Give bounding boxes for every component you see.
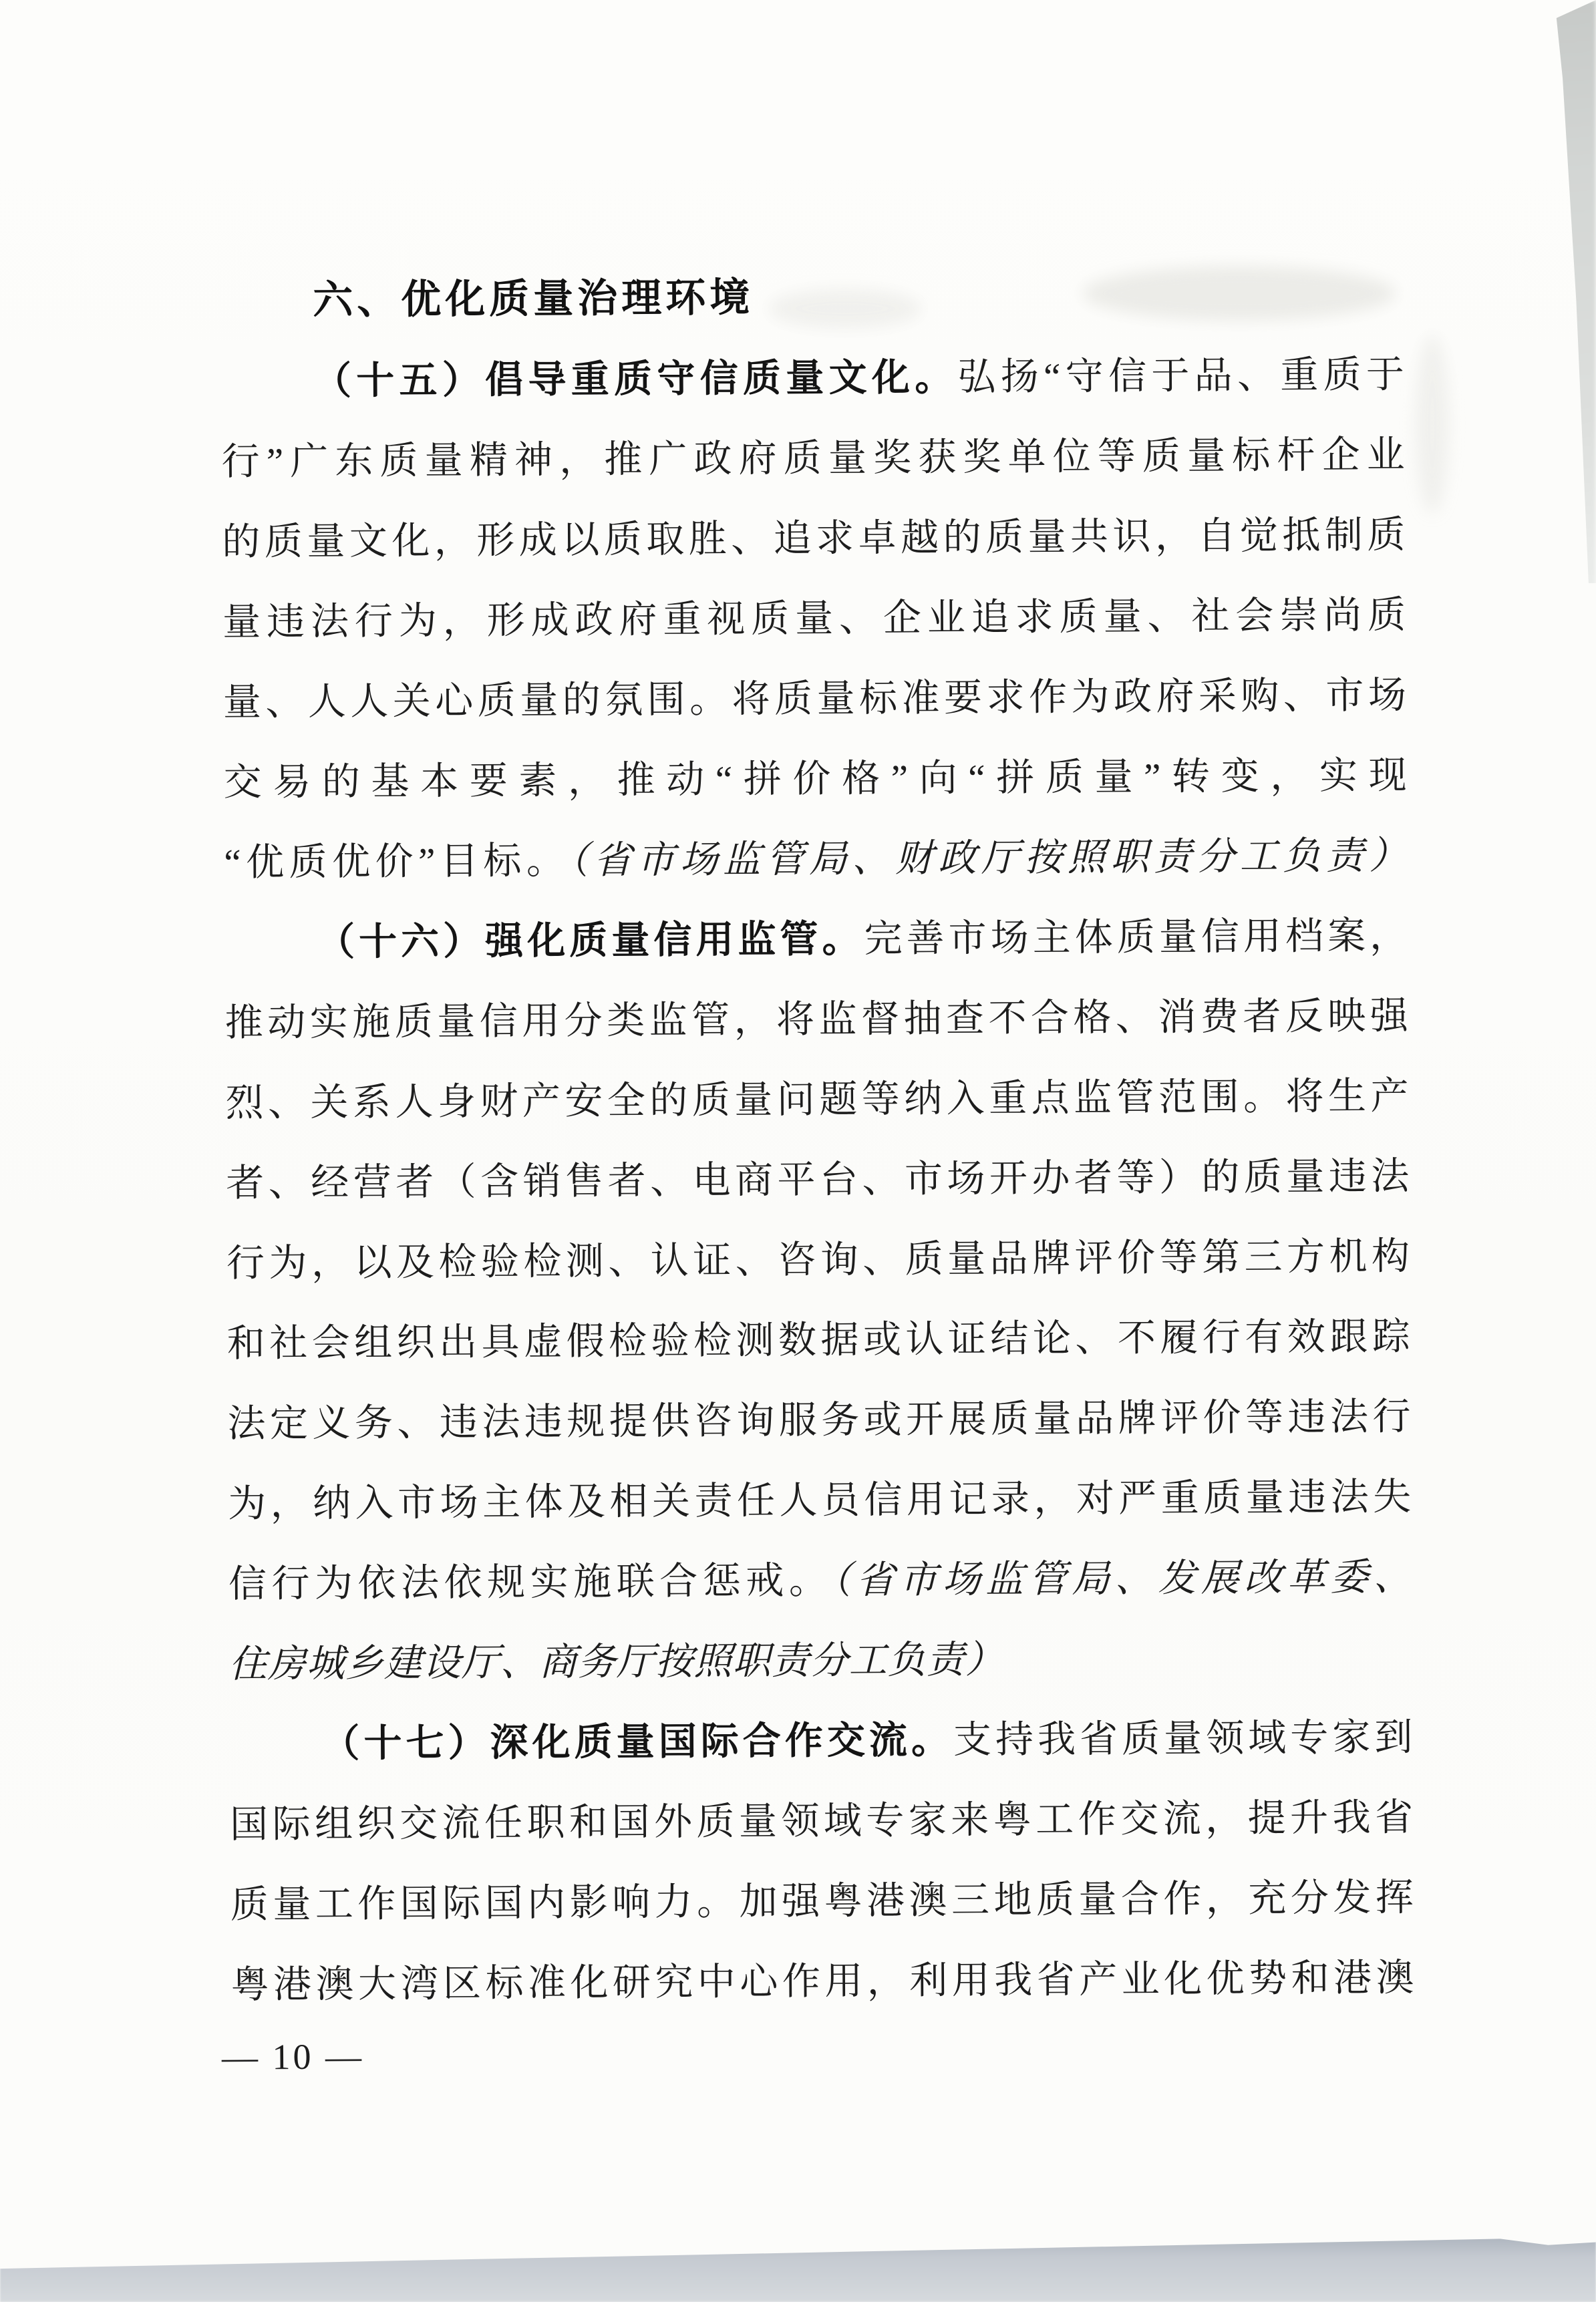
text-segment: 信行为依法依规实施联合惩戒。: [228, 1559, 832, 1606]
text-segment: 行”广东质量精神，推广政府质量奖获奖单位等质量标杆企业: [221, 434, 1406, 484]
scan-corner-shadow: [1472, 0, 1596, 601]
text-segment: “优质优价”目标。: [224, 840, 570, 884]
lead-segment: （十五）倡导重质守信质量文化。: [313, 356, 958, 403]
print-through-smudge: [1415, 334, 1450, 514]
lead-segment: （十七）深化质量国际合作交流。: [321, 1719, 954, 1766]
text-segment: 完善市场主体质量信用档案，: [864, 915, 1409, 961]
agency-segment: 住房城乡建设厅、商务厅按照职责分工负责）: [228, 1639, 1004, 1686]
text-segment: 国际组织交流任职和国外质量领域专家来粤工作交流，提升我省: [229, 1796, 1414, 1846]
scan-bottom-edge: [0, 2233, 1596, 2302]
text-line: [229, 1698, 1414, 1786]
section-heading: 六、优化质量治理环境: [313, 275, 754, 323]
text-line: [230, 1778, 1414, 1866]
text-segment: 法定义务、违法违规提供咨询服务或开展质量品牌评价等违法行: [227, 1395, 1412, 1446]
text-line: [224, 977, 1409, 1064]
text-segment: 烈、关系人身财产安全的质量问题等纳入重点监管范围。将生产: [225, 1075, 1410, 1125]
text-line: [225, 1057, 1410, 1144]
text-line: [228, 1458, 1412, 1545]
text-segment: 弘扬“守信于品、重质于: [957, 353, 1406, 399]
text-line: [222, 576, 1407, 663]
paragraph-lines: [221, 335, 1415, 2026]
text-line: [230, 1939, 1415, 2026]
text-segment: 推动实施质量信用分类监管，将监督抽查不合格、消费者反映强: [224, 995, 1409, 1045]
text-segment: 为，纳入市场主体及相关责任人员信用记录，对严重质量违法失: [228, 1476, 1412, 1526]
text-segment: 交易的基本要素，推动“拼价格”向“拼质量”转变，实现: [223, 754, 1408, 804]
text-line: [224, 896, 1409, 984]
document-text-block: [220, 273, 1415, 2026]
text-line: [223, 656, 1408, 744]
text-segment: 的质量文化，形成以质取胜、追求卓越的质量共识，自觉抵制质: [222, 514, 1406, 564]
text-line: [222, 496, 1406, 583]
text-line: [226, 1217, 1411, 1305]
text-line: [224, 816, 1408, 904]
text-segment: 质量工作国际国内影响力。加强粤港澳三地质量合作，充分发挥: [230, 1876, 1415, 1927]
text-segment: 和社会组织出具虚假检验检测数据或认证结论、不履行有效跟踪: [226, 1315, 1411, 1365]
text-line: [228, 1618, 1413, 1705]
text-line: [227, 1377, 1412, 1465]
text-line: [230, 1858, 1415, 1946]
page-number: — 10 —: [221, 2036, 365, 2078]
text-line: [226, 1297, 1411, 1385]
text-line: [221, 416, 1406, 503]
text-line: [226, 1137, 1410, 1224]
agency-segment: （省市场监管局、发展改革委、: [832, 1556, 1413, 1602]
lead-segment: （十六）强化质量信用监管。: [316, 918, 864, 964]
text-segment: 支持我省质量领域专家到: [953, 1716, 1414, 1762]
text-segment: 量违法行为，形成政府重视质量、企业追求质量、社会崇尚质: [222, 594, 1407, 644]
agency-segment: （省市场监管局、财政厅按照职责分工负责）: [569, 834, 1408, 882]
text-segment: 量、人人关心质量的氛围。将质量标准要求作为政府采购、市场: [222, 674, 1408, 724]
text-segment: 行为，以及检验检测、认证、咨询、质量品牌评价等第三方机构: [226, 1235, 1411, 1285]
text-line: [221, 335, 1406, 423]
text-line: [223, 736, 1408, 824]
text-segment: 粤港澳大湾区标准化研究中心作用，利用我省产业化优势和港澳: [230, 1957, 1415, 2007]
text-line: [228, 1538, 1413, 1625]
text-segment: 者、经营者（含销售者、电商平台、市场开办者等）的质量违法: [226, 1155, 1410, 1205]
